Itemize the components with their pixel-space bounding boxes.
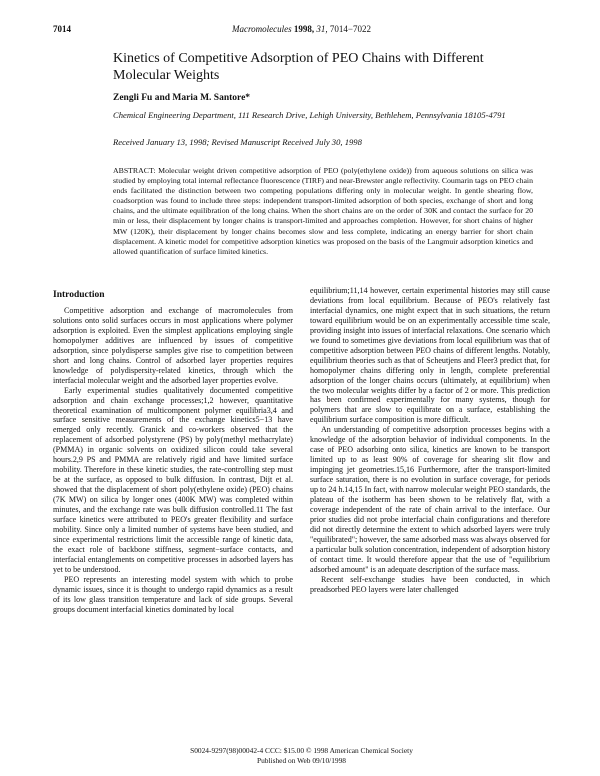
received-dates: Received January 13, 1998; Revised Manuscript Received July 30, 1998 <box>113 137 362 147</box>
paragraph: Competitive adsorption and exchange of macromolecules from solutions onto solid surfaces occurs in most applications where polymer adsorption is exploited. Even the simplest applications employing single homopolymer additives are influenced by issues of competitive adsorption, since polydisperse samples give rise to competition between short and long chains. Control of adsorbed layer properties requires knowledge of polydispersity-related kinetics, through which the interfacial molecular weight and the adsorbed layer properties evolve. <box>53 306 293 385</box>
page-header <box>53 24 550 38</box>
journal-pages: 7014−7022 <box>329 24 371 34</box>
journal-volume: 31, <box>316 24 328 34</box>
page-footer <box>53 746 550 765</box>
section-heading-introduction: Introduction <box>53 290 105 300</box>
paragraph: Early experimental studies qualitatively documented competitive adsorption and chain exchange processes;1,2 however, quantitative theoretical examination of multicomponent polymer equilibria3,4 and surface sensitive measurements of the exchange kinetics5−13 have emerged only recently. Granick and co-workers observed that the replacement of adsorbed polystyrene (PS) by poly(methyl methacrylate) (PMMA) in organic solvents on oxidized silicon could take several hours.2,9 PS and PMMA are relatively rigid and have limited surface mobility. Therefore in these kinetic studies, the rate-controlling step must be at the surface, as opposed to bulk diffusion. In contrast, Dijt et al. showed that the displacement of short poly(ethylene oxide) (PEO) chains (7K MW) on silica by longer ones (400K MW) was completed within minutes, and the exchange rate was bulk diffusion controlled.11 The fast surface kinetics were attributed to PEO's greater flexibility and surface mobility. Since only a limited number of systems have been studied, and since experimental restrictions limit the accessible range of kinetic data, the exact role of backbone stiffness, segment−surface contacts, and interfacial entanglements on competitive processes in adsorbed layers has yet to be understood. <box>53 385 293 574</box>
paragraph: equilibrium;11,14 however, certain experimental histories may still cause deviations from local equilibrium. Because of PEO's relatively fast interfacial dynamics, one might expect that in such situations, the return toward equilibrium would be on an experimentally accessible time scale, providing insight into issues of interfacial relaxations. One scenario which we found to sometimes give deviations from local equilibrium was that of competitive adsorption between PEO chains of different lengths. Notably, equilibrium theories such as that of Scheutjens and Fleer3 predict that, for homopolymer chains differing only in length, complete preferential adsorption of the longer chains occurs (ultimately, at equilibrium) when the two molecular weights differ by a factor of 2 or more. This prediction has been confirmed experimentally for many systems, though for polymers that are slow to equilibrate on a surface, establishing the equilibrium surface composition is more difficult. <box>310 286 550 425</box>
journal-name: Macromolecules <box>232 24 292 34</box>
author-affiliation: Chemical Engineering Department, 111 Research Drive, Lehigh University, Bethlehem, Pennsylvania 18105-4791 <box>113 110 506 120</box>
article-title: Kinetics of Competitive Adsorption of PEO Chains with Different Molecular Weights <box>113 51 484 83</box>
paragraph: An understanding of competitive adsorption processes begins with a knowledge of the adsorption behavior of individual components. In the case of PEO adsorbing onto silica, kinetics are known to be transport limited up to as least 90% of coverage for shearing slit flow and impinging jet geometries.15,16 Furthermore, after the transport-limited surface saturation, there is no evolution in surface coverage, for periods up to 24 h.14,15 In fact, with narrow molecular weight PEO standards, the plateau of the isotherm has been shown to be relatively flat, with a coverage independent of the rate of chain arrival to the interface. Our prior studies did not probe interfacial chain configurations and therefore did not directly determine the extent to which adsorbed layers were truly "equilibrated"; however, the same adsorbed mass was always observed for a particular bulk solution concentration, independent of adsorption history of contact time. It would therefore appear that the use of "equilibrium adsorbed amount" is an adequate description of the surface mass. <box>310 425 551 574</box>
doi-copyright-line: S0024-9297(98)00042-4 CCC: $15.00 © 1998 American Chemical Society <box>190 746 413 755</box>
paragraph: Recent self-exchange studies have been conducted, in which preadsorbed PEO layers were later challenged <box>310 574 550 594</box>
body-column-left <box>53 306 293 615</box>
journal-citation <box>53 24 550 34</box>
journal-year: 1998, <box>293 24 315 34</box>
page-number: 7014 <box>53 24 71 34</box>
abstract: ABSTRACT: Molecular weight driven competitive adsorption of PEO (poly(ethylene oxide)) from aqueous solutions on silica was studied by employing total internal reflectance fluorescence (TIRF) and near-Brewster angle reflectivity. Coumarin tags on PEO chain ends facilitated the distinction between two competing populations differing only in molecular weight. In gentle shearing flow, coadsorption was found to include three steps: independent transport-limited adsorption of both species, exchange of short and long chains, and the ultimate equilibration of the long chains. When the short chains are on the order of 30K and contact the surface for 20 min or less, their displacement by longer chains is transport-limited and approaches completion. However, for short chains of higher MW (120K), their displacement by longer chains becomes slow and less complete, indicating an energy barrier for short chain displacement. A kinetic model for competitive adsorption kinetics was proposed on the basis of the Langmuir adsorption kinetics and allowed quantification of surface limited kinetics. <box>113 166 533 256</box>
paragraph: PEO represents an interesting model system with which to probe dynamic issues, since it is thought to undergo rapid dynamics as a result of its low glass transition temperature and lack of side groups. Several groups document interfacial kinetics dominated by local <box>53 574 293 614</box>
published-date: Published on Web 09/10/1998 <box>257 755 346 765</box>
article-authors: Zengli Fu and Maria M. Santore* <box>113 93 251 103</box>
body-column-right <box>310 286 550 595</box>
